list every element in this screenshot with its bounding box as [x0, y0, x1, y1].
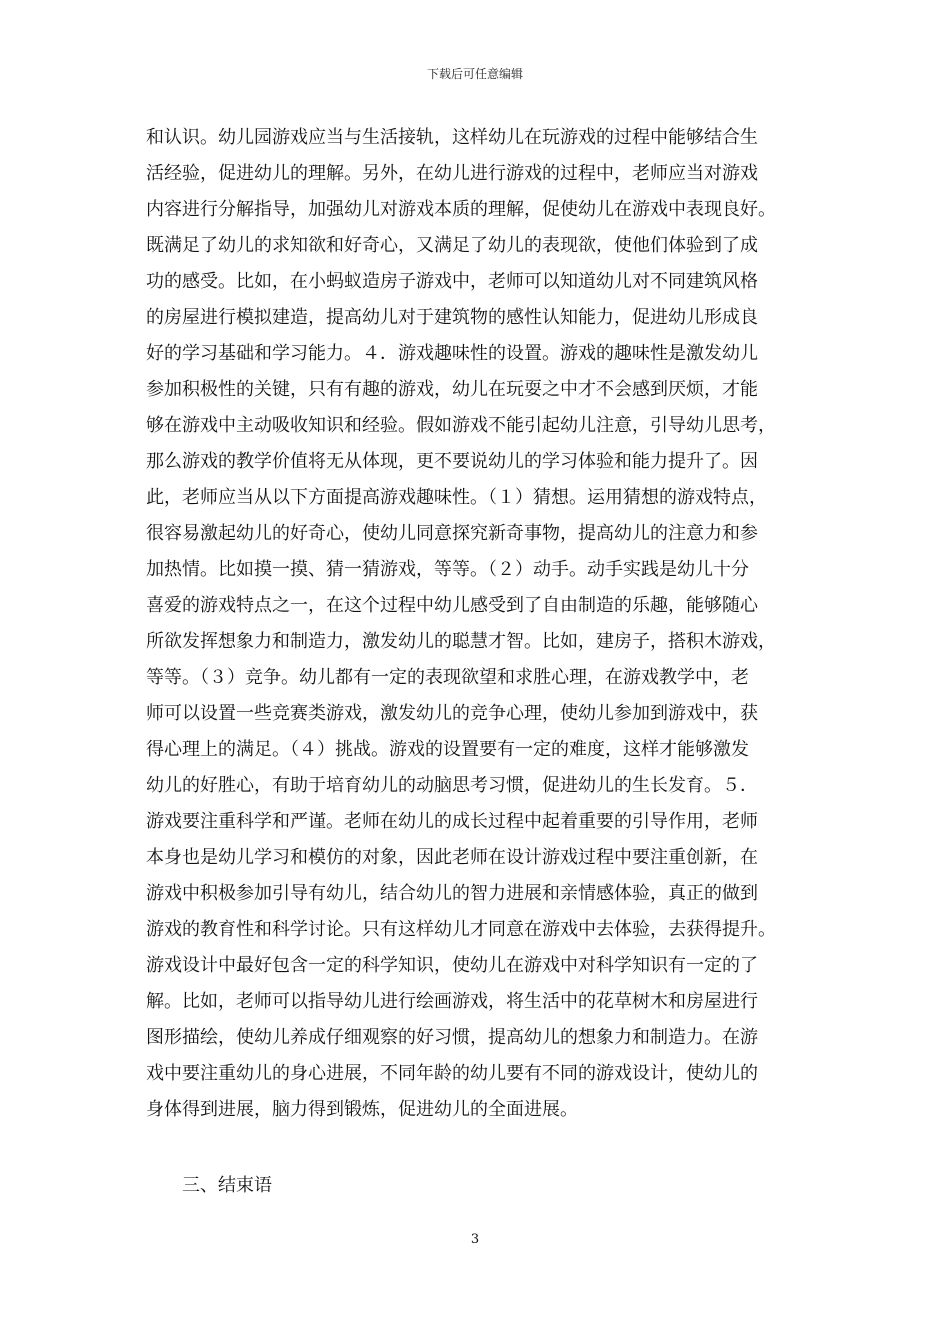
text-line: 图形描绘，使幼儿养成仔细观察的好习惯，提高幼儿的想象力和制造力。在游: [146, 1027, 758, 1048]
text-line: 游戏设计中最好包含一定的科学知识，使幼儿在游戏中对科学知识有一定的了: [146, 955, 758, 976]
text-line: 游戏中积极参加引导有幼儿，结合幼儿的智力进展和亲情感体验，真正的做到: [146, 883, 758, 904]
page-number: 3: [470, 1232, 480, 1247]
text-line: 够在游戏中主动吸收知识和经验。假如游戏不能引起幼儿注意，引导幼儿思考，: [146, 415, 776, 436]
text-line: 喜爱的游戏特点之一，在这个过程中幼儿感受到了自由制造的乐趣，能够随心: [146, 595, 758, 616]
text-line: 得心理上的满足。（４）挑战。游戏的设置要有一定的难度，这样才能够激发: [146, 739, 749, 760]
text-line: 内容进行分解指导，加强幼儿对游戏本质的理解，促使幼儿在游戏中表现良好。: [146, 199, 776, 220]
text-line: 等等。（３）竞争。幼儿都有一定的表现欲望和求胜心理，在游戏教学中，老: [146, 667, 749, 688]
page-header: 下载后可任意编辑: [426, 67, 523, 81]
text-line: 身体得到进展，脑力得到锻炼，促进幼儿的全面进展。: [146, 1099, 578, 1120]
text-line: 很容易激起幼儿的好奇心，使幼儿同意探究新奇事物，提高幼儿的注意力和参: [146, 523, 758, 544]
text-line: 本身也是幼儿学习和模仿的对象，因此老师在设计游戏过程中要注重创新，在: [146, 847, 758, 868]
text-line: 好的学习基础和学习能力。４．游戏趣味性的设置。游戏的趣味性是激发幼儿: [146, 343, 758, 364]
text-line: 和认识。幼儿园游戏应当与生活接轨，这样幼儿在玩游戏的过程中能够结合生: [146, 127, 758, 148]
text-line: 所欲发挥想象力和制造力，激发幼儿的聪慧才智。比如，建房子，搭积木游戏，: [146, 631, 776, 652]
text-line: 幼儿的好胜心，有助于培育幼儿的动脑思考习惯，促进幼儿的生长发育。５．: [146, 775, 758, 796]
text-line: 功的感受。比如，在小蚂蚁造房子游戏中，老师可以知道幼儿对不同建筑风格: [146, 271, 758, 292]
section-heading: 三、结束语: [182, 1175, 272, 1196]
text-line: 既满足了幼儿的求知欲和好奇心，又满足了幼儿的表现欲，使他们体验到了成: [146, 235, 758, 256]
text-line: 参加积极性的关键，只有有趣的游戏，幼儿在玩耍之中才不会感到厌烦，才能: [146, 379, 758, 400]
text-line: 加热情。比如摸一摸、猜一猜游戏，等等。（２）动手。动手实践是幼儿十分: [146, 559, 749, 580]
text-line: 那么游戏的教学价值将无从体现，更不要说幼儿的学习体验和能力提升了。因: [146, 451, 758, 472]
text-line: 活经验，促进幼儿的理解。另外，在幼儿进行游戏的过程中，老师应当对游戏: [146, 163, 758, 184]
body-paragraph: [146, 120, 810, 1128]
text-line: 师可以设置一些竞赛类游戏，激发幼儿的竞争心理，使幼儿参加到游戏中，获: [146, 703, 758, 724]
text-line: 游戏的教育性和科学讨论。只有这样幼儿才同意在游戏中去体验，去获得提升。: [146, 919, 776, 940]
text-line: 的房屋进行模拟建造，提高幼儿对于建筑物的感性认知能力，促进幼儿形成良: [146, 307, 758, 328]
text-line: 解。比如，老师可以指导幼儿进行绘画游戏，将生活中的花草树木和房屋进行: [146, 991, 758, 1012]
text-line: 戏中要注重幼儿的身心进展，不同年龄的幼儿要有不同的游戏设计，使幼儿的: [146, 1063, 758, 1084]
text-line: 游戏要注重科学和严谨。老师在幼儿的成长过程中起着重要的引导作用，老师: [146, 811, 758, 832]
text-line: 此，老师应当从以下方面提高游戏趣味性。（１）猜想。运用猜想的游戏特点，: [146, 487, 767, 508]
